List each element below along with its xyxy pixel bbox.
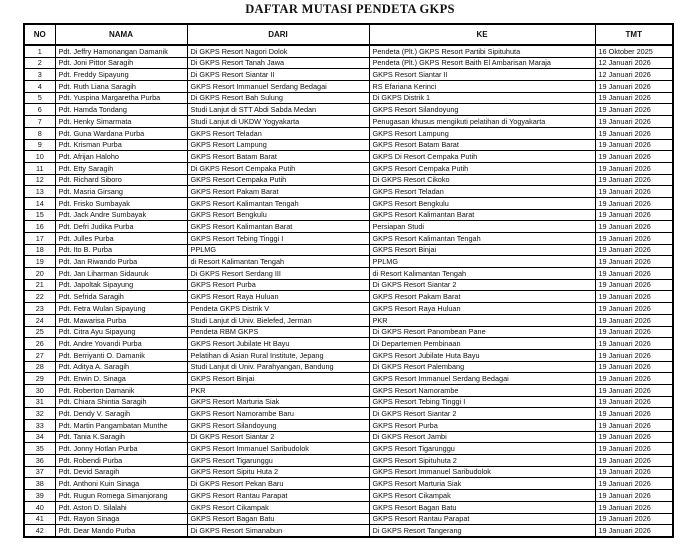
- cell-dari: Di GKPS Resort Nagori Dolok: [187, 45, 369, 57]
- cell-dari: GKPS Resort Cikampak: [187, 501, 369, 513]
- cell-nama: Pdt. Defri Judika Purba: [55, 221, 187, 233]
- column-header-ke: KE: [369, 24, 595, 45]
- cell-dari: GKPS Resort Sipitu Huta 2: [187, 466, 369, 478]
- cell-nama: Pdt. Jeffry Hamonangan Damanik: [55, 45, 187, 57]
- cell-tmt: 19 Januari 2026: [595, 233, 673, 245]
- cell-ke: GKPS Resort Immanuel Serdang Bedagai: [369, 373, 595, 385]
- cell-nama: Pdt. Ruth Liana Saragih: [55, 81, 187, 93]
- cell-nama: Pdt. Chiara Shintia Saragih: [55, 396, 187, 408]
- cell-no: 28: [24, 361, 55, 373]
- table-row: [24, 291, 673, 303]
- table-row: [24, 303, 673, 315]
- cell-dari: GKPS Resort Lampung: [187, 139, 369, 151]
- cell-tmt: 19 Januari 2026: [595, 268, 673, 280]
- table-row: [24, 45, 673, 57]
- cell-tmt: 19 Januari 2026: [595, 490, 673, 502]
- cell-tmt: 19 Januari 2026: [595, 244, 673, 256]
- cell-tmt: 19 Januari 2026: [595, 373, 673, 385]
- cell-no: 20: [24, 268, 55, 280]
- cell-nama: Pdt. Tania K.Saragih: [55, 431, 187, 443]
- cell-no: 4: [24, 81, 55, 93]
- cell-nama: Pdt. Jan Liharman Sidauruk: [55, 268, 187, 280]
- cell-nama: Pdt. Hamda Tondang: [55, 104, 187, 116]
- cell-dari: GKPS Resort Kalimantan Barat: [187, 221, 369, 233]
- table-row: [24, 525, 673, 537]
- cell-nama: Pdt. Mawarisa Purba: [55, 314, 187, 326]
- cell-tmt: 19 Januari 2026: [595, 81, 673, 93]
- cell-tmt: 19 Januari 2026: [595, 396, 673, 408]
- table-row: [24, 104, 673, 116]
- cell-no: 29: [24, 373, 55, 385]
- cell-no: 19: [24, 256, 55, 268]
- cell-dari: GKPS Resort Immanuel Saribudolok: [187, 443, 369, 455]
- cell-ke: GKPS Resort Namorambe: [369, 384, 595, 396]
- cell-no: 30: [24, 384, 55, 396]
- cell-ke: GKPS Resort Lampung: [369, 127, 595, 139]
- table-row: [24, 349, 673, 361]
- cell-ke: GKPS Resort Cempaka Putih: [369, 162, 595, 174]
- cell-nama: Pdt. Andre Yovandi Purba: [55, 338, 187, 350]
- cell-nama: Pdt. Etty Saragih: [55, 162, 187, 174]
- cell-no: 37: [24, 466, 55, 478]
- cell-tmt: 19 Januari 2026: [595, 455, 673, 467]
- cell-no: 2: [24, 57, 55, 69]
- cell-nama: Pdt. Dendy V. Saragih: [55, 408, 187, 420]
- cell-tmt: 19 Januari 2026: [595, 420, 673, 432]
- cell-nama: Pdt. Jonny Hotlan Purba: [55, 443, 187, 455]
- cell-ke: GKPS Resort Jubilate Huta Bayu: [369, 349, 595, 361]
- cell-nama: Pdt. Devid Saragih: [55, 466, 187, 478]
- table-row: [24, 244, 673, 256]
- cell-no: 41: [24, 513, 55, 525]
- cell-no: 33: [24, 420, 55, 432]
- cell-no: 40: [24, 501, 55, 513]
- cell-ke: Di GKPS Resort Siantar 2: [369, 279, 595, 291]
- cell-dari: PKR: [187, 384, 369, 396]
- cell-dari: GKPS Resort Purba: [187, 279, 369, 291]
- cell-ke: di Resort Kalimantan Tengah: [369, 268, 595, 280]
- table-row: [24, 151, 673, 163]
- cell-ke: GKPS Resort Tebing Tinggi I: [369, 396, 595, 408]
- cell-tmt: 19 Januari 2026: [595, 314, 673, 326]
- table-row: [24, 455, 673, 467]
- cell-no: 3: [24, 69, 55, 81]
- cell-no: 22: [24, 291, 55, 303]
- table-row: [24, 361, 673, 373]
- cell-no: 10: [24, 151, 55, 163]
- table-row: [24, 408, 673, 420]
- table-row: [24, 116, 673, 128]
- cell-tmt: 19 Januari 2026: [595, 501, 673, 513]
- cell-no: 13: [24, 186, 55, 198]
- cell-ke: GKPS Resort Teladan: [369, 186, 595, 198]
- cell-tmt: 19 Januari 2026: [595, 466, 673, 478]
- cell-ke: GKPS Resort Sipituhuta 2: [369, 455, 595, 467]
- cell-ke: Di GKPS Resort Tangerang: [369, 525, 595, 537]
- cell-no: 26: [24, 338, 55, 350]
- cell-nama: Pdt. Joni Pittor Saragih: [55, 57, 187, 69]
- cell-dari: Pelatihan di Asian Rural Institute, Jepang: [187, 349, 369, 361]
- cell-no: 15: [24, 209, 55, 221]
- cell-no: 9: [24, 139, 55, 151]
- table-row: [24, 268, 673, 280]
- table-row: [24, 81, 673, 93]
- cell-ke: GKPS Resort Tigarunggu: [369, 443, 595, 455]
- cell-nama: Pdt. Erwin D. Sinaga: [55, 373, 187, 385]
- cell-ke: GKPS Di Resort Cempaka Putih: [369, 151, 595, 163]
- cell-ke: GKPS Resort Purba: [369, 420, 595, 432]
- cell-dari: GKPS Resort Tebing Tinggi I: [187, 233, 369, 245]
- table-row: [24, 197, 673, 209]
- table-row: [24, 490, 673, 502]
- cell-no: 14: [24, 197, 55, 209]
- cell-tmt: 19 Januari 2026: [595, 256, 673, 268]
- cell-tmt: 19 Januari 2026: [595, 478, 673, 490]
- cell-ke: Pendeta (Plt.) GKPS Resort Baith El Ambarisan Maraja: [369, 57, 595, 69]
- column-header-dari: DARI: [187, 24, 369, 45]
- cell-tmt: 19 Januari 2026: [595, 162, 673, 174]
- table-row: [24, 139, 673, 151]
- cell-ke: Di Departemen Pembinaan: [369, 338, 595, 350]
- cell-dari: Pendeta GKPS Distrik V: [187, 303, 369, 315]
- table-row: [24, 478, 673, 490]
- cell-tmt: 19 Januari 2026: [595, 197, 673, 209]
- table-row: [24, 57, 673, 69]
- cell-no: 27: [24, 349, 55, 361]
- cell-tmt: 19 Januari 2026: [595, 384, 673, 396]
- cell-ke: GKPS Resort Kalimantan Tengah: [369, 233, 595, 245]
- cell-ke: PKR: [369, 314, 595, 326]
- table-row: [24, 431, 673, 443]
- cell-dari: Di GKPS Resort Pekan Baru: [187, 478, 369, 490]
- table-row: [24, 162, 673, 174]
- cell-tmt: 19 Januari 2026: [595, 443, 673, 455]
- cell-no: 11: [24, 162, 55, 174]
- cell-tmt: 19 Januari 2026: [595, 127, 673, 139]
- cell-nama: Pdt. Jan Riwando Purba: [55, 256, 187, 268]
- cell-ke: GKPS Resort Pakam Barat: [369, 291, 595, 303]
- cell-tmt: 19 Januari 2026: [595, 361, 673, 373]
- cell-dari: GKPS Resort Teladan: [187, 127, 369, 139]
- cell-dari: di Resort Kalimantan Tengah: [187, 256, 369, 268]
- cell-no: 25: [24, 326, 55, 338]
- cell-ke: Di GKPS Resort Panombean Pane: [369, 326, 595, 338]
- cell-ke: Persiapan Studi: [369, 221, 595, 233]
- cell-nama: Pdt. Martin Pangambatan Munthe: [55, 420, 187, 432]
- cell-dari: GKPS Resort Pakam Barat: [187, 186, 369, 198]
- cell-dari: Di GKPS Resort Simanabun: [187, 525, 369, 537]
- table-row: [24, 443, 673, 455]
- column-header-tmt: TMT: [595, 24, 673, 45]
- cell-tmt: 19 Januari 2026: [595, 431, 673, 443]
- cell-dari: Studi Lanjut di Univ. Parahyangan, Bandung: [187, 361, 369, 373]
- cell-tmt: 19 Januari 2026: [595, 139, 673, 151]
- cell-no: 12: [24, 174, 55, 186]
- table-row: [24, 186, 673, 198]
- table-row: [24, 338, 673, 350]
- cell-ke: PPLMG: [369, 256, 595, 268]
- cell-ke: GKPS Resort Raya Huluan: [369, 303, 595, 315]
- cell-no: 42: [24, 525, 55, 537]
- cell-dari: GKPS Resort Bagan Batu: [187, 513, 369, 525]
- cell-no: 16: [24, 221, 55, 233]
- cell-tmt: 19 Januari 2026: [595, 221, 673, 233]
- table-row: [24, 466, 673, 478]
- cell-tmt: 19 Januari 2026: [595, 525, 673, 537]
- table-body: [24, 45, 673, 537]
- cell-tmt: 16 Oktober 2025: [595, 45, 673, 57]
- cell-nama: Pdt. Yuspina Margaretha Purba: [55, 92, 187, 104]
- cell-no: 1: [24, 45, 55, 57]
- cell-nama: Pdt. Aditya A. Saragih: [55, 361, 187, 373]
- cell-nama: Pdt. Rayon Sinaga: [55, 513, 187, 525]
- cell-nama: Pdt. Jack Andre Sumbayak: [55, 209, 187, 221]
- cell-nama: Pdt. Roberton Damanik: [55, 384, 187, 396]
- cell-nama: Pdt. Henky Simarmata: [55, 116, 187, 128]
- column-header-nama: NAMA: [55, 24, 187, 45]
- table-row: [24, 501, 673, 513]
- cell-dari: GKPS Resort Cempaka Putih: [187, 174, 369, 186]
- cell-ke: GKPS Resort Immanuel Saribudolok: [369, 466, 595, 478]
- cell-tmt: 12 Januari 2026: [595, 57, 673, 69]
- cell-dari: GKPS Resort Raya Huluan: [187, 291, 369, 303]
- cell-tmt: 19 Januari 2026: [595, 186, 673, 198]
- cell-tmt: 19 Januari 2026: [595, 513, 673, 525]
- cell-nama: Pdt. Krisman Purba: [55, 139, 187, 151]
- cell-tmt: 19 Januari 2026: [595, 349, 673, 361]
- table-row: [24, 279, 673, 291]
- cell-nama: Pdt. Citra Ayu Sipayung: [55, 326, 187, 338]
- cell-tmt: 19 Januari 2026: [595, 174, 673, 186]
- cell-ke: Di GKPS Distrik 1: [369, 92, 595, 104]
- table-row: [24, 384, 673, 396]
- cell-dari: GKPS Resort Rantau Parapat: [187, 490, 369, 502]
- column-header-no: NO: [24, 24, 55, 45]
- cell-no: 31: [24, 396, 55, 408]
- table-row: [24, 174, 673, 186]
- cell-nama: Pdt. Fetra Wulan Sipayung: [55, 303, 187, 315]
- table-row: [24, 396, 673, 408]
- cell-nama: Pdt. Sefrida Saragih: [55, 291, 187, 303]
- cell-ke: GKPS Resort Kalimantan Barat: [369, 209, 595, 221]
- cell-ke: GKPS Resort Marturia Siak: [369, 478, 595, 490]
- cell-dari: GKPS Resort Batam Barat: [187, 151, 369, 163]
- cell-no: 17: [24, 233, 55, 245]
- cell-dari: Di GKPS Resort Tanah Jawa: [187, 57, 369, 69]
- table-row: [24, 209, 673, 221]
- cell-no: 34: [24, 431, 55, 443]
- table-row: [24, 314, 673, 326]
- cell-no: 18: [24, 244, 55, 256]
- cell-tmt: 19 Januari 2026: [595, 151, 673, 163]
- table-row: [24, 221, 673, 233]
- cell-tmt: 19 Januari 2026: [595, 408, 673, 420]
- cell-no: 8: [24, 127, 55, 139]
- cell-tmt: 19 Januari 2026: [595, 209, 673, 221]
- table-row: [24, 233, 673, 245]
- cell-ke: Di GKPS Resort Siantar 2: [369, 408, 595, 420]
- cell-dari: Di GKPS Resort Serdang III: [187, 268, 369, 280]
- cell-nama: Pdt. Masria Girsang: [55, 186, 187, 198]
- cell-ke: GKPS Resort Cikampak: [369, 490, 595, 502]
- cell-no: 5: [24, 92, 55, 104]
- cell-tmt: 19 Januari 2026: [595, 279, 673, 291]
- table-row: [24, 127, 673, 139]
- cell-nama: Pdt. Rugun Romega Simanjorang: [55, 490, 187, 502]
- table-row: [24, 326, 673, 338]
- cell-ke: GKPS Resort Bagan Batu: [369, 501, 595, 513]
- cell-dari: GKPS Resort Immanuel Serdang Bedagai: [187, 81, 369, 93]
- cell-no: 32: [24, 408, 55, 420]
- cell-dari: GKPS Resort Marturia Siak: [187, 396, 369, 408]
- table-row: [24, 92, 673, 104]
- cell-dari: Di GKPS Resort Cempaka Putih: [187, 162, 369, 174]
- cell-dari: GKPS Resort Tigarunggu: [187, 455, 369, 467]
- cell-dari: Pendeta RBM GKPS: [187, 326, 369, 338]
- cell-no: 24: [24, 314, 55, 326]
- cell-dari: GKPS Resort Silandoyung: [187, 420, 369, 432]
- cell-dari: Di GKPS Resort Bah Sulung: [187, 92, 369, 104]
- cell-no: 7: [24, 116, 55, 128]
- cell-nama: Pdt. Richard Siboro: [55, 174, 187, 186]
- table-row: [24, 69, 673, 81]
- cell-nama: Pdt. Guna Wardana Purba: [55, 127, 187, 139]
- cell-no: 38: [24, 478, 55, 490]
- cell-nama: Pdt. Japoltak Sipayung: [55, 279, 187, 291]
- cell-dari: Studi Lanjut di Univ. Bielefed, Jerman: [187, 314, 369, 326]
- cell-nama: Pdt. Robendi Purba: [55, 455, 187, 467]
- cell-ke: GKPS Resort Bengkulu: [369, 197, 595, 209]
- cell-dari: Studi Lanjut di UKDW Yogyakarta: [187, 116, 369, 128]
- table-header-row: [24, 24, 673, 45]
- cell-dari: GKPS Resort Namorambe Baru: [187, 408, 369, 420]
- cell-no: 6: [24, 104, 55, 116]
- cell-dari: Studi Lanjut di STT Abdi Sabda Medan: [187, 104, 369, 116]
- cell-nama: Pdt. Frisko Sumbayak: [55, 197, 187, 209]
- cell-nama: Pdt. Ito B. Purba: [55, 244, 187, 256]
- cell-no: 21: [24, 279, 55, 291]
- table-row: [24, 256, 673, 268]
- cell-ke: GKPS Resort Siantar II: [369, 69, 595, 81]
- table-row: [24, 420, 673, 432]
- cell-dari: Di GKPS Resort Siantar 2: [187, 431, 369, 443]
- cell-no: 36: [24, 455, 55, 467]
- cell-dari: GKPS Resort Jubilate Ht Bayu: [187, 338, 369, 350]
- table-row: [24, 373, 673, 385]
- page-title: DAFTAR MUTASI PENDETA GKPS: [245, 2, 455, 16]
- cell-nama: Pdt. Julles Purba: [55, 233, 187, 245]
- cell-ke: Pendeta (Plt.) GKPS Resort Partibi Sipituhuta: [369, 45, 595, 57]
- cell-nama: Pdt. Aston D. Silalahi: [55, 501, 187, 513]
- cell-dari: GKPS Resort Bengkulu: [187, 209, 369, 221]
- cell-dari: GKPS Resort Kalimantan Tengah: [187, 197, 369, 209]
- cell-tmt: 19 Januari 2026: [595, 116, 673, 128]
- cell-tmt: 19 Januari 2026: [595, 291, 673, 303]
- cell-ke: GKPS Resort Rantau Parapat: [369, 513, 595, 525]
- cell-tmt: 19 Januari 2026: [595, 104, 673, 116]
- cell-tmt: 19 Januari 2026: [595, 303, 673, 315]
- cell-nama: Pdt. Afrijan Haloho: [55, 151, 187, 163]
- cell-tmt: 19 Januari 2026: [595, 338, 673, 350]
- mutasi-pendeta-table: [23, 23, 674, 538]
- cell-ke: Di GKPS Resort Palembang: [369, 361, 595, 373]
- cell-dari: PPLMG: [187, 244, 369, 256]
- cell-ke: Penugasan khusus mengikuti pelatihan di Yogyakarta: [369, 116, 595, 128]
- cell-nama: Pdt. Berriyanti O. Damanik: [55, 349, 187, 361]
- cell-tmt: 19 Januari 2026: [595, 92, 673, 104]
- cell-nama: Pdt. Dear Mando Purba: [55, 525, 187, 537]
- cell-no: 35: [24, 443, 55, 455]
- cell-no: 23: [24, 303, 55, 315]
- cell-ke: Di GKPS Resort Jambi: [369, 431, 595, 443]
- cell-nama: Pdt. Anthoni Kuin Sinaga: [55, 478, 187, 490]
- cell-nama: Pdt. Freddy Sipayung: [55, 69, 187, 81]
- cell-ke: GKPS Resort Binjai: [369, 244, 595, 256]
- cell-ke: RS Efariana Kerinci: [369, 81, 595, 93]
- cell-ke: GKPS Resort Batam Barat: [369, 139, 595, 151]
- cell-tmt: 12 Januari 2026: [595, 69, 673, 81]
- cell-ke: Di GKPS Resort Cikoko: [369, 174, 595, 186]
- table-row: [24, 513, 673, 525]
- cell-tmt: 19 Januari 2026: [595, 326, 673, 338]
- cell-dari: Di GKPS Resort Siantar II: [187, 69, 369, 81]
- cell-ke: GKPS Resort Silandoyung: [369, 104, 595, 116]
- cell-no: 39: [24, 490, 55, 502]
- cell-dari: GKPS Resort Binjai: [187, 373, 369, 385]
